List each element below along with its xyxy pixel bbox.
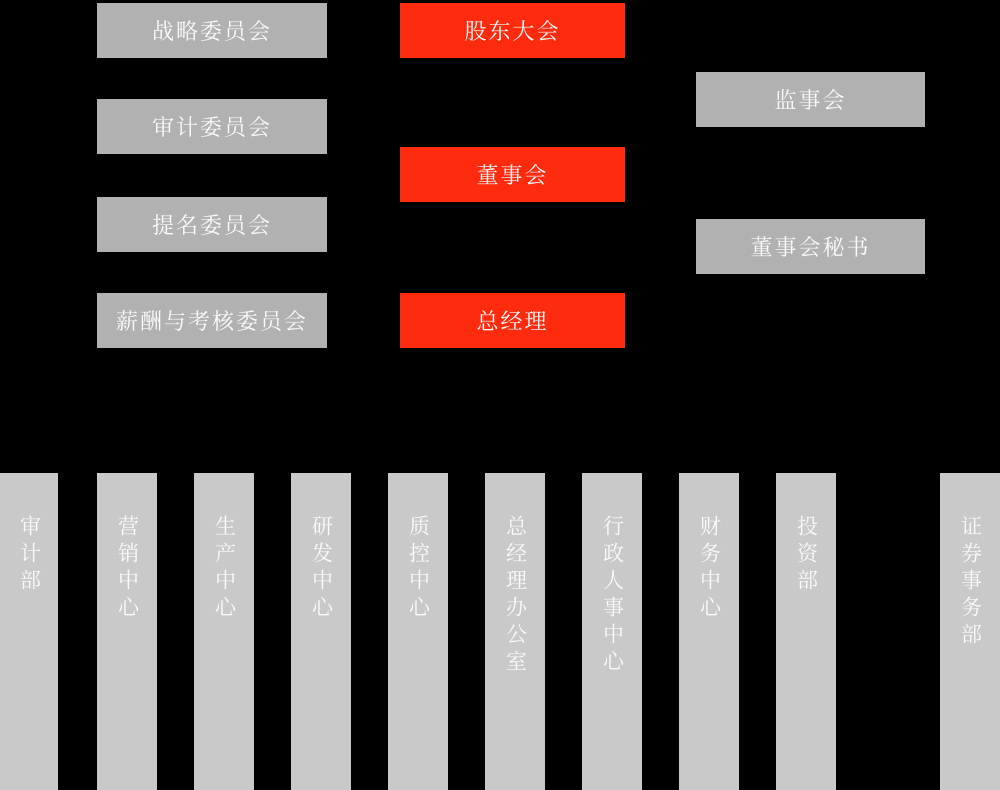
node-remuneration-assessment-committee: 薪酬与考核委员会 — [97, 293, 327, 348]
dept-admin-hr-center-label: 行政人事中心 — [600, 515, 624, 677]
dept-marketing-center-label: 营销中心 — [115, 515, 139, 623]
dept-securities-affairs — [940, 473, 1000, 790]
node-board-of-directors: 董事会 — [400, 147, 625, 202]
node-strategy-committee: 战略委员会 — [97, 3, 327, 58]
dept-production-center — [194, 473, 254, 790]
dept-rnd-center-label: 研发中心 — [309, 515, 333, 623]
node-general-manager: 总经理 — [400, 293, 625, 348]
dept-gm-office — [485, 473, 545, 790]
dept-rnd-center — [291, 473, 351, 790]
node-shareholders-meeting: 股东大会 — [400, 3, 625, 58]
dept-investment — [776, 473, 836, 790]
dept-quality-control-center — [388, 473, 448, 790]
node-audit-committee: 审计委员会 — [97, 99, 327, 154]
dept-audit-label: 审计部 — [17, 515, 41, 596]
dept-securities-affairs-label: 证券事务部 — [958, 515, 982, 650]
dept-finance-center-label: 财务中心 — [697, 515, 721, 623]
dept-production-center-label: 生产中心 — [212, 515, 236, 623]
dept-audit — [0, 473, 58, 790]
dept-marketing-center — [97, 473, 157, 790]
dept-quality-control-center-label: 质控中心 — [406, 515, 430, 623]
dept-gm-office-label: 总经理办公室 — [503, 515, 527, 677]
node-nomination-committee: 提名委员会 — [97, 197, 327, 252]
dept-investment-label: 投资部 — [794, 515, 818, 596]
node-board-secretary: 董事会秘书 — [696, 219, 925, 274]
dept-admin-hr-center — [582, 473, 642, 790]
node-supervisory-board: 监事会 — [696, 72, 925, 127]
dept-finance-center — [679, 473, 739, 790]
